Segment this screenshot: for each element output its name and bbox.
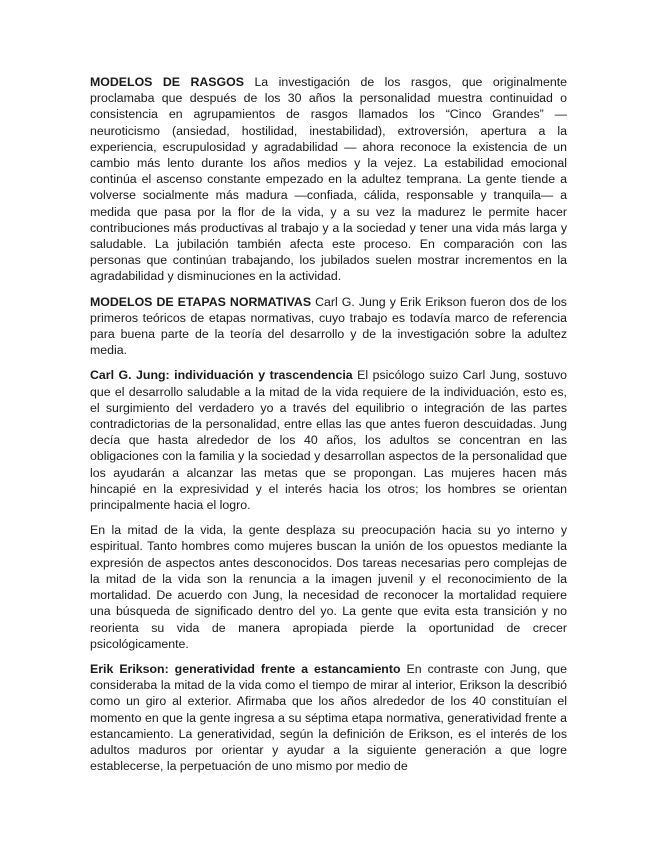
heading-erik-erikson: Erik Erikson: generatividad frente a estancamiento	[90, 661, 401, 676]
document-page	[90, 74, 567, 783]
heading-carl-jung: Carl G. Jung: individuación y trascendencia	[90, 368, 353, 383]
paragraph-mitad-de-la-vida	[90, 522, 567, 652]
paragraph-text: Carl G. Jung y Erik Erikson fueron dos de los primeros teóricos de etapas normativas, cuyo trabajo es todavía marco de referencia para buena parte de la teoría del desarrollo y de la investigación sobre la adultez media.	[90, 294, 567, 358]
paragraph-text: La investigación de los rasgos, que originalmente proclamaba que después de los 30 años la personalidad muestra continuidad o consistencia en agrupamientos de rasgos llamados los “Cinco Grandes” —neuroticismo (ansiedad, hostilidad, inestabilidad), extroversión, apertura a la experiencia, escrupulosidad y agradabilidad — ahora reconoce la existencia de un cambio más lento durante los años medios y la vejez. La estabilidad emocional continúa el ascenso constante empezado en la adultez temprana. La gente tiende a volverse socialmente más madura —confiada, cálida, responsable y tranquila— a medida que pasa por la flor de la vida, y a su vez la madurez le permite hacer contribuciones más productivas al trabajo y a la sociedad y tener una vida más larga y saludable. La jubilación también afecta este proceso. En comparación con las personas que continúan trabajando, los jubilados suelen mostrar incrementos en la agradabilidad y disminuciones en la actividad.	[90, 75, 567, 284]
paragraph-text: En la mitad de la vida, la gente desplaza su preocupación hacia su yo interno y espiritual. Tanto hombres como mujeres buscan la unión de los opuestos mediante la expresión de aspectos antes desconocidos. Dos tareas necesarias pero complejas de la mitad de la vida son la renuncia a la imagen juvenil y el reconocimiento de la mortalidad. De acuerdo con Jung, la necesidad de reconocer la mortalidad requiere una búsqueda de significado dentro del yo. La gente que evita esta transición y no reorienta su vida de manera apropiada pierde la oportunidad de crecer psicológicamente.	[90, 523, 567, 651]
heading-modelos-de-rasgos: MODELOS DE RASGOS	[90, 75, 244, 89]
paragraph-text: El psicólogo suizo Carl Jung, sostuvo que el desarrollo saludable a la mitad de la vida requiere de la individuación, esto es, el surgimiento del verdadero yo a través del equilibrio o integración de las partes contradictorias de la personalidad, entre ellas las que antes fueron descuidadas. Jung decía que hasta alrededor de los 40 años, los adultos se concentran en las obligaciones con la familia y la sociedad y desarrollan aspectos de la personalidad que los ayudarán a alcanzar las metas que se propongan. Las mujeres hacen más hincapié en la expresividad y el interés hacia los otros; los hombres se orientan principalmente hacia el logro.	[90, 368, 567, 513]
paragraph-carl-jung	[90, 367, 567, 513]
paragraph-modelos-de-etapas-normativas	[90, 294, 567, 359]
paragraph-text: En contraste con Jung, que consideraba la mitad de la vida como el tiempo de mirar al interior, Erikson la describió como un giro al exterior. Afirmaba que los años alrededor de los 40 constituían el momento en que la gente ingresa a su séptima etapa normativa, generatividad frente a estancamiento. La generatividad, según la definición de Erikson, es el interés de los adultos maduros por orientar y ayudar a la siguiente generación a que logre establecerse, la perpetuación de uno mismo por medio de	[90, 661, 567, 774]
heading-modelos-de-etapas-normativas: MODELOS DE ETAPAS NORMATIVAS	[90, 294, 312, 309]
paragraph-erik-erikson	[90, 661, 567, 774]
paragraph-modelos-de-rasgos	[90, 74, 567, 285]
